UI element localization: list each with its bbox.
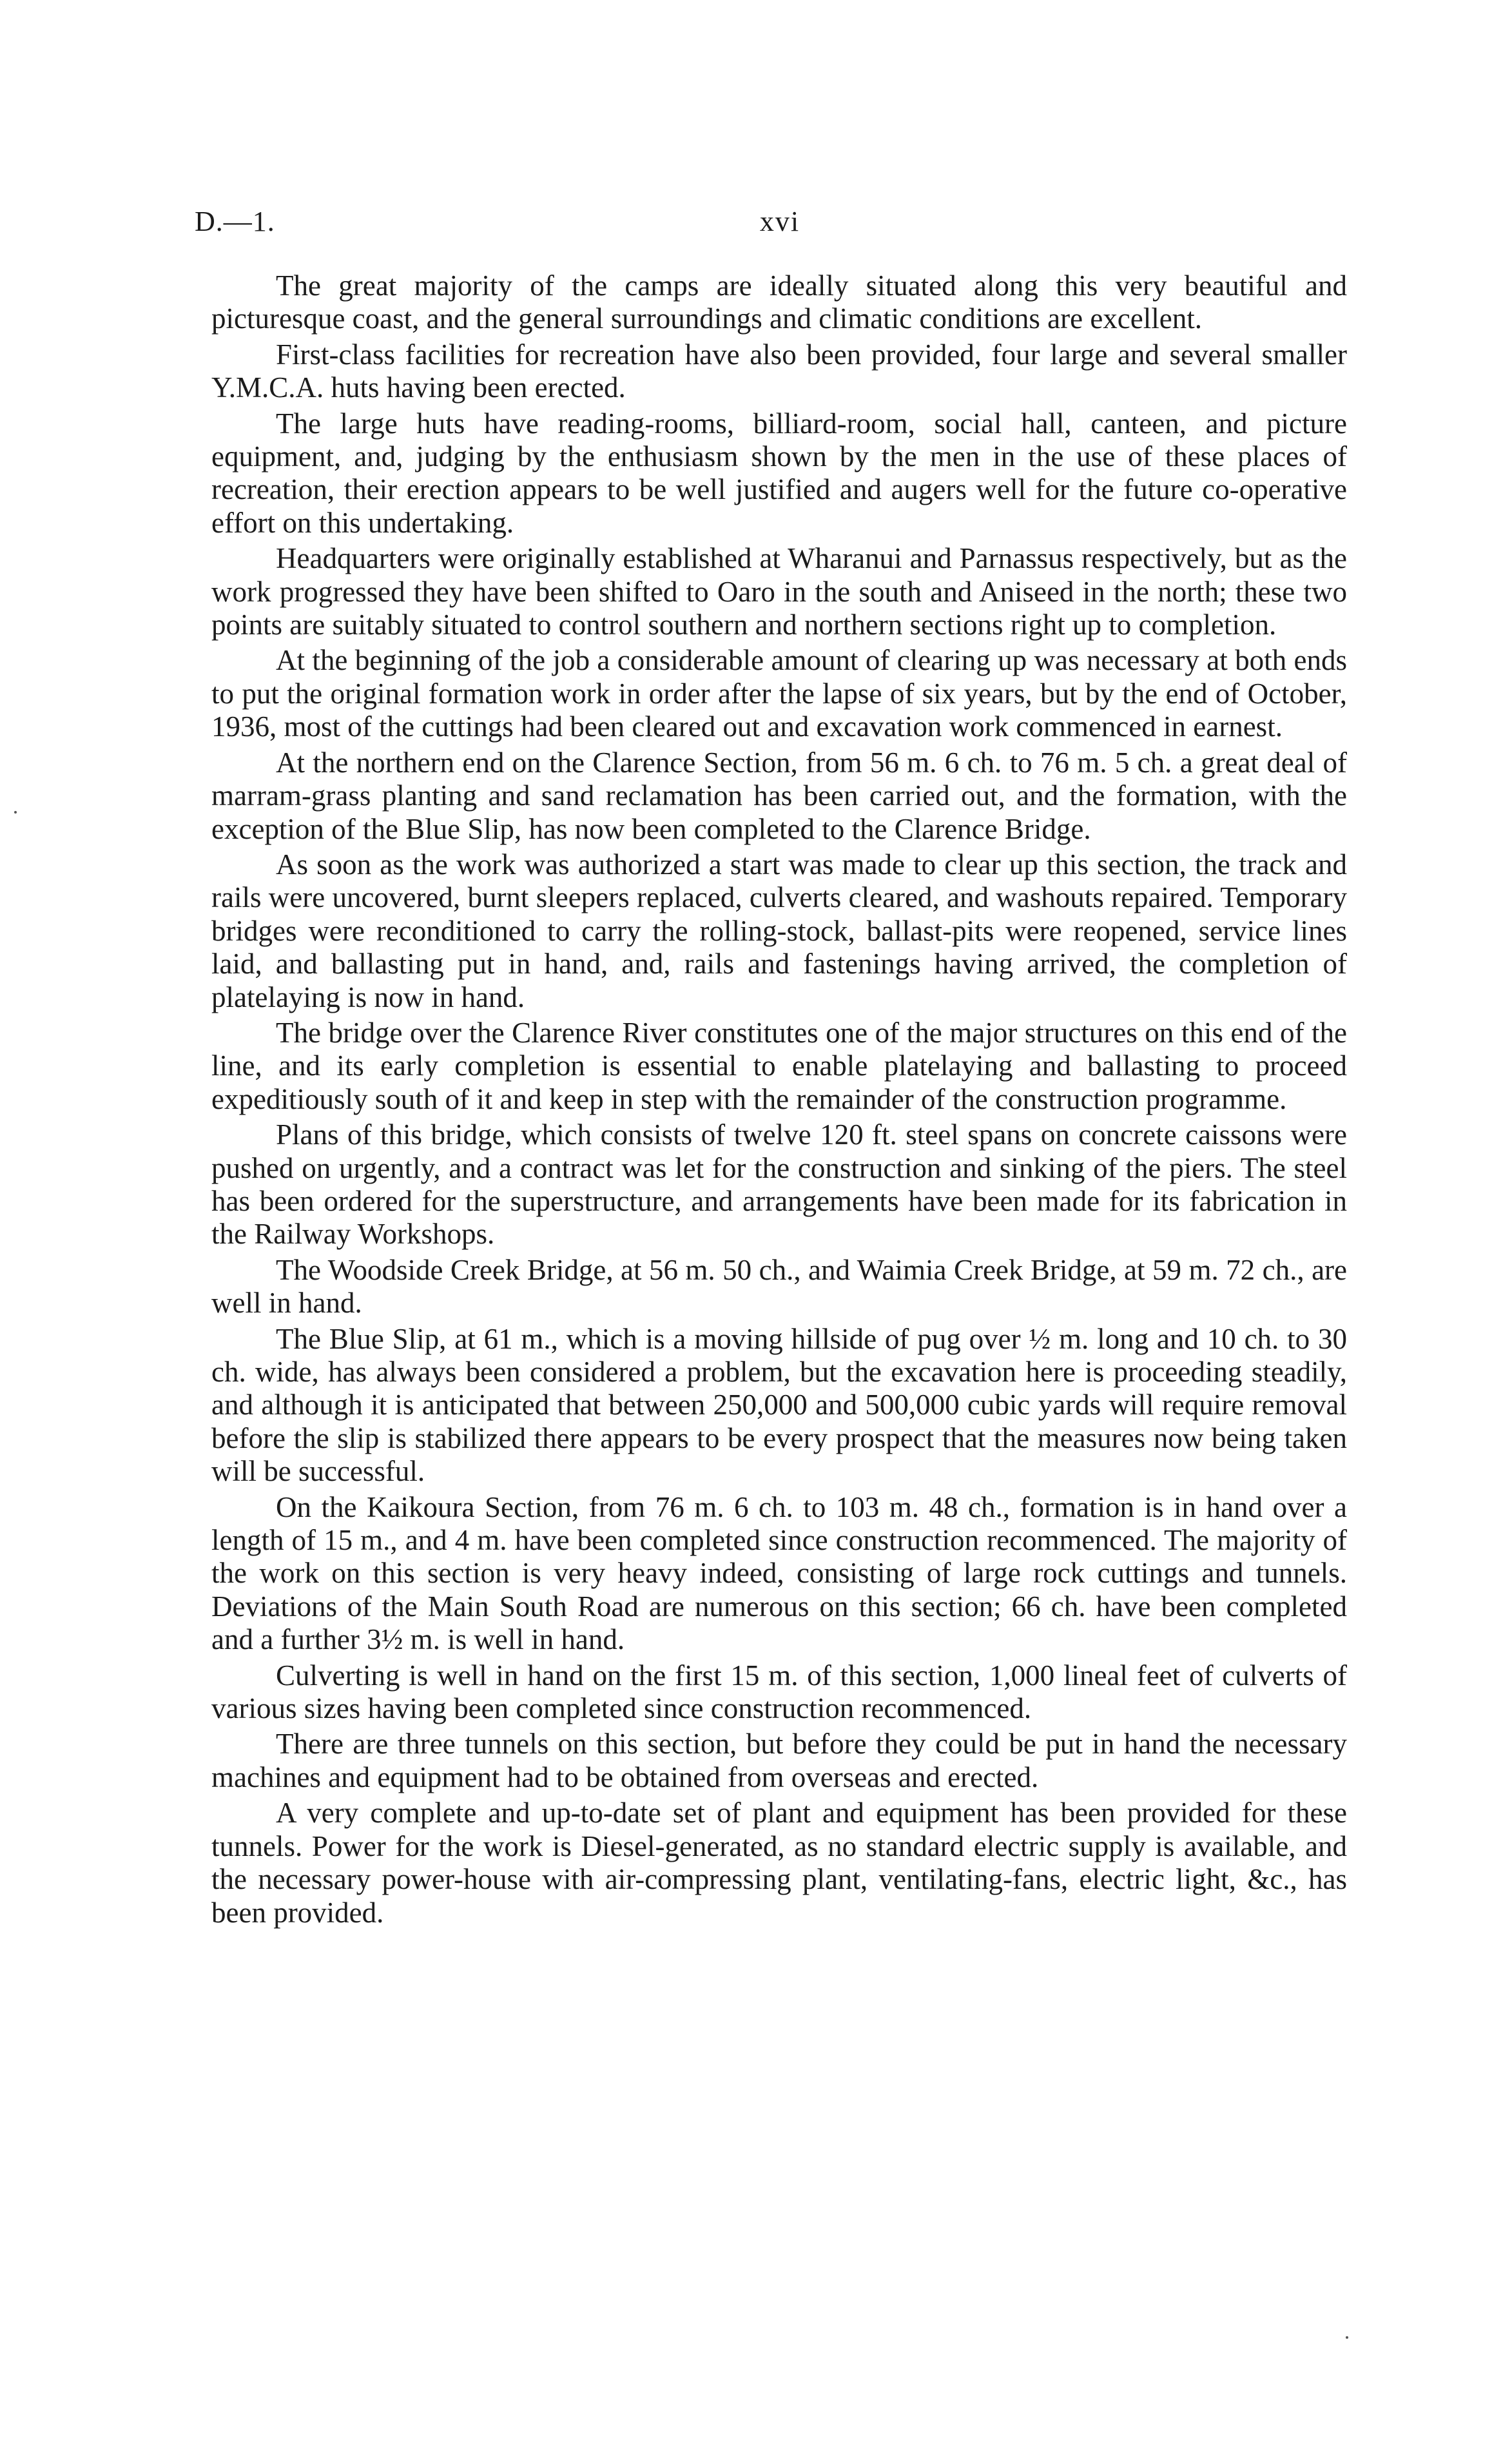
paragraph-kaikoura: On the Kaikoura Section, from 76 m. 6 ch. to 103 m. 48 ch., formation is in hand over a length of 15 m., and 4 m. have been completed since construction recommenced. The majority of the work on this section is very heavy indeed, consisting of large rock cuttings and tunnels. Deviations of the Main South Road are numerous on this section; 66 ch. have been completed and a further 3½ m. is well in hand. xyxy=(211,1490,1347,1656)
scan-speck xyxy=(14,811,17,814)
scan-speck xyxy=(1346,2336,1348,2339)
paragraph-plant-equipment: A very complete and up-to-date set of plant and equipment has been provided for these tunnels. Power for the work is Diesel-generated, as no standard electric supply is available, and the necessary power-house with air-compressing plant, ventilating-fans, electric light, &c., has been provided. xyxy=(211,1797,1347,1929)
paragraph-tunnels: There are three tunnels on this section, but before they could be put in hand the necessary machines and equipment had to be obtained from overseas and erected. xyxy=(211,1728,1347,1793)
paragraph-clearing: At the beginning of the job a considerable amount of clearing up was necessary at both ends to put the original formation work in order after the lapse of six years, but by the end of October, 1936, most of the cuttings had been cleared out and excavation work commenced in earnest. xyxy=(211,644,1347,743)
paragraph-creek-bridges: The Woodside Creek Bridge, at 56 m. 50 ch., and Waimia Creek Bridge, at 59 m. 72 ch., are well in hand. xyxy=(211,1253,1347,1320)
paragraph-bridge-plans: Plans of this bridge, which consists of twelve 120 ft. steel spans on concrete caissons were pushed on urgently, and a contract was let for the construction and sinking of the piers. The steel has been ordered for the superstructure, and arrangements have been made for its fabrication in the Railway Workshops. xyxy=(211,1118,1347,1251)
page-number: xvi xyxy=(759,206,800,237)
paragraph-culverting: Culverting is well in hand on the first 15 m. of this section, 1,000 lineal feet of culverts of various sizes having been completed since construction recommenced. xyxy=(211,1659,1347,1725)
paragraph-large-huts: The large huts have reading-rooms, billiard-room, social hall, canteen, and picture equipment, and, judging by the enthusiasm shown by the men in the use of these places of recreation, their erection appears to be well justified and augers well for the future co-operative effort on this undertaking. xyxy=(211,407,1347,539)
paragraph-blue-slip: The Blue Slip, at 61 m., which is a moving hillside of pug over ½ m. long and 10 ch. to 30 ch. wide, has always been considered a problem, but the excavation here is proceeding steadily, and although it is anticipated that between 250,000 and 500,000 cubic yards will require removal before the slip is stabilized there appears to be every prospect that the measures now being taken will be successful. xyxy=(211,1322,1347,1488)
body-text xyxy=(211,269,1347,1932)
paragraph-authorized: As soon as the work was authorized a start was made to clear up this section, the track and rails were uncovered, burnt sleepers replaced, culverts cleared, and washouts repaired. Temporary bridges were reconditioned to carry the rolling-stock, ballast-pits were reopened, service lines laid, and ballasting put in hand, and, rails and fastenings having arrived, the completion of platelaying is now in hand. xyxy=(211,848,1347,1013)
paragraph-camps: The great majority of the camps are ideally situated along this very beautiful and picturesque coast, and the general surroundings and climatic conditions are excellent. xyxy=(211,269,1347,335)
paragraph-northern-end: At the northern end on the Clarence Section, from 56 m. 6 ch. to 76 m. 5 ch. a great deal of marram-grass planting and sand reclamation has been carried out, and the formation, with the exception of the Blue Slip, has now been completed to the Clarence Bridge. xyxy=(211,746,1347,845)
paragraph-clarence-bridge: The bridge over the Clarence River constitutes one of the major structures on this end of the line, and its early completion is essential to enable platelaying and ballasting to proceed expeditiously south of it and keep in step with the remainder of the construction programme. xyxy=(211,1016,1347,1115)
document-code: D.—1. xyxy=(195,206,275,237)
paragraph-recreation: First-class facilities for recreation have also been provided, four large and several smaller Y.M.C.A. huts having been erected. xyxy=(211,338,1347,404)
paragraph-headquarters: Headquarters were originally established at Wharanui and Parnassus respectively, but as the work progressed they have been shifted to Oaro in the south and Aniseed in the north; these two points are suitably situated to control southern and northern sections right up to completion. xyxy=(211,542,1347,641)
